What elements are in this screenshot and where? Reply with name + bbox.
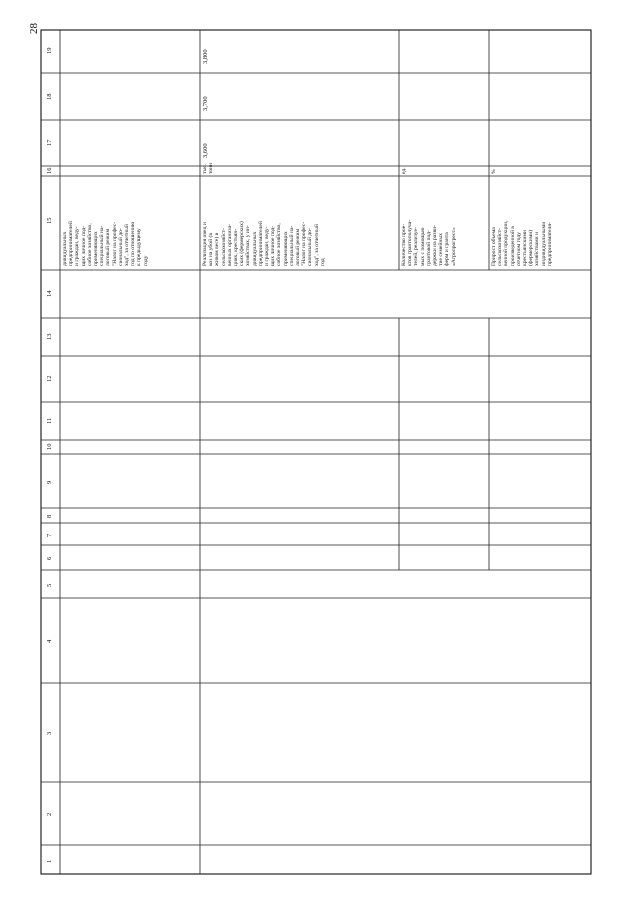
unit-cell-growth: % [491, 169, 497, 174]
page-number: 28 [28, 23, 40, 34]
column-number-4: 4 [46, 639, 53, 643]
column-number-6: 6 [46, 556, 53, 560]
indicator-cell-grant-projects: Количество прое- ктов грантополуча- телей, реализуе- мых с помощью грантовой под- держки на разви- тие семейных ферм и гранта «Агропрогресс» [401, 219, 457, 266]
indicator-cell-continued: дивидуальных предпринимателей и граждан, веду- щих личное под- собное хозяйство, применяющих специальный на- логовый режим "Налог на профес- сиональный до- ход", за отчетный год по отношению к предыдущему году [62, 221, 149, 266]
indicator-cell-sheep-goats: Реализация овец и коз на убой (в живом весе) в сельскохозяйст- венных организа- циях, крестьян- ских (фермерских) хозяйствах, у ин- дивидуальных предпринимателей и граждан, веду- щих личное под- собное хозяйство, применяющих специальный на- логовый режим "Налог на профес- сиональный до- ход", за отчетный год [202, 221, 326, 266]
column-number-2: 2 [46, 812, 53, 816]
value-col18-sheep-goats: 3,700 [202, 96, 209, 111]
column-number-9: 9 [46, 480, 53, 484]
column-number-7: 7 [46, 533, 53, 537]
column-number-5: 5 [46, 583, 53, 587]
column-number-8: 8 [46, 514, 53, 518]
column-number-10: 10 [46, 443, 53, 450]
column-number-19: 19 [46, 47, 53, 54]
column-number-17: 17 [46, 139, 53, 146]
value-col17-sheep-goats: 3,600 [202, 143, 209, 158]
table-frame [41, 30, 591, 874]
unit-cell-grant-projects: ед. [401, 167, 407, 174]
column-number-15: 15 [46, 217, 53, 224]
unit-cell-sheep-goats: тыс. тонн [202, 162, 215, 174]
column-number-12: 12 [46, 375, 53, 382]
value-col19-sheep-goats: 3,800 [202, 49, 209, 64]
column-number-18: 18 [46, 93, 53, 100]
column-number-14: 14 [46, 290, 53, 297]
column-number-3: 3 [46, 731, 53, 735]
column-number-11: 11 [46, 417, 53, 424]
indicator-cell-growth: Прирост объема сельскохозяйст- венной продукции, произведенной в отчетном году крестьянскими (фермерскими) хозяйствами и индивидуальными предпринимателя- [491, 220, 553, 266]
column-number-13: 13 [46, 333, 53, 340]
column-number-1: 1 [46, 859, 53, 863]
column-number-16: 16 [46, 167, 53, 174]
